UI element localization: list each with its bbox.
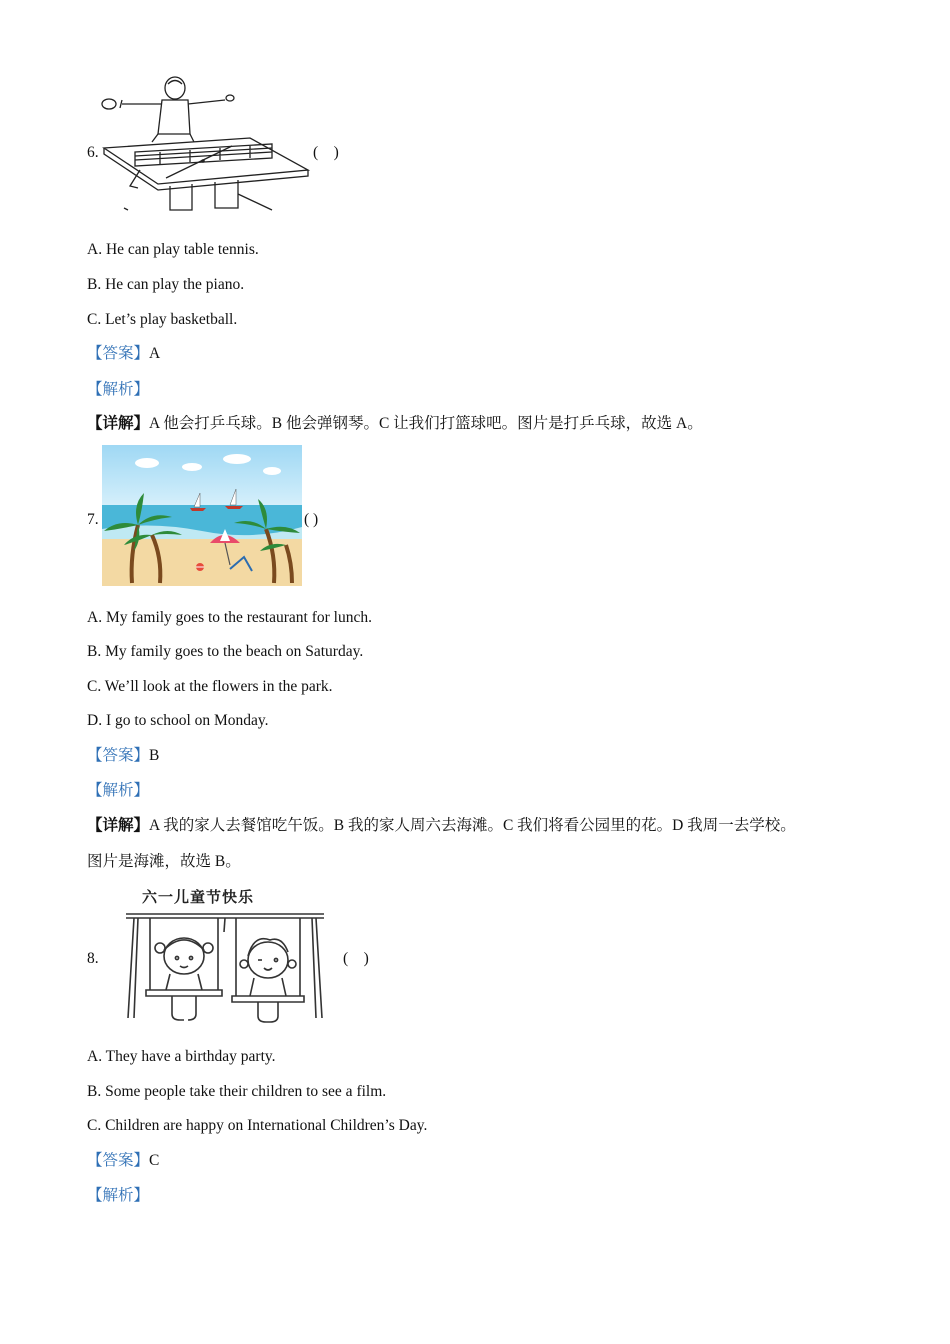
question-7-option-a: A. My family goes to the restaurant for lunch. xyxy=(87,609,372,626)
table-tennis-image xyxy=(100,74,312,214)
question-8-option-c: C. Children are happy on International Children’s Day. xyxy=(87,1117,428,1134)
detail-tag: 【详解】 xyxy=(87,817,150,834)
question-6-option-b: B. He can play the piano. xyxy=(87,276,245,293)
detail-text: A 他会打乒乓球。B 他会弹钢琴。C 让我们打篮球吧。图片是打乒乓球，故选 A。 xyxy=(149,415,703,432)
answer-value: B xyxy=(149,747,160,764)
answer-tag: 【答案】 xyxy=(87,345,150,362)
question-8-answer-blank: ( ) xyxy=(343,950,369,967)
question-7-option-c: C. We’ll look at the flowers in the park. xyxy=(87,678,333,695)
answer-value: A xyxy=(149,345,161,362)
question-8-option-a: A. They have a birthday party. xyxy=(87,1048,276,1065)
detail-tag: 【详解】 xyxy=(87,415,150,432)
childrens-day-image xyxy=(120,884,332,1024)
question-7-number: 7. xyxy=(87,511,99,528)
question-7-detail xyxy=(87,816,796,836)
detail-text: A 我的家人去餐馆吃午饭。B 我的家人周六去海滩。C 我们将看公园里的花。D 我周一去学校。 xyxy=(149,817,796,834)
question-7-answer xyxy=(87,746,159,766)
answer-tag: 【答案】 xyxy=(87,747,150,764)
question-6-answer xyxy=(87,344,160,364)
question-8-option-b: B. Some people take their children to see a film. xyxy=(87,1083,387,1100)
question-6-option-a: A. He can play table tennis. xyxy=(87,241,259,258)
answer-value: C xyxy=(149,1152,160,1169)
question-7-option-b: B. My family goes to the beach on Saturday. xyxy=(87,643,364,660)
question-6-analysis-tag: 【解析】 xyxy=(87,381,150,398)
question-6-detail xyxy=(87,414,703,434)
question-8-answer xyxy=(87,1151,159,1171)
swing-illustration xyxy=(120,904,332,1024)
answer-tag: 【答案】 xyxy=(87,1152,150,1169)
question-7-option-d: D. I go to school on Monday. xyxy=(87,712,269,729)
question-7-answer-blank: ( ) xyxy=(304,511,319,528)
question-8-number: 8. xyxy=(87,950,99,967)
question-6-option-c: C. Let’s play basketball. xyxy=(87,311,238,328)
question-6-number: 6. xyxy=(87,144,99,161)
question-6-answer-blank: ( ) xyxy=(313,144,339,161)
question-8-analysis-tag: 【解析】 xyxy=(87,1187,150,1204)
question-7-analysis-tag: 【解析】 xyxy=(87,782,150,799)
image-caption: 六一儿童节快乐 xyxy=(142,888,255,906)
beach-scene-image xyxy=(102,445,302,586)
question-7-detail-continued: 图片是海滩，故选 B。 xyxy=(87,853,241,870)
